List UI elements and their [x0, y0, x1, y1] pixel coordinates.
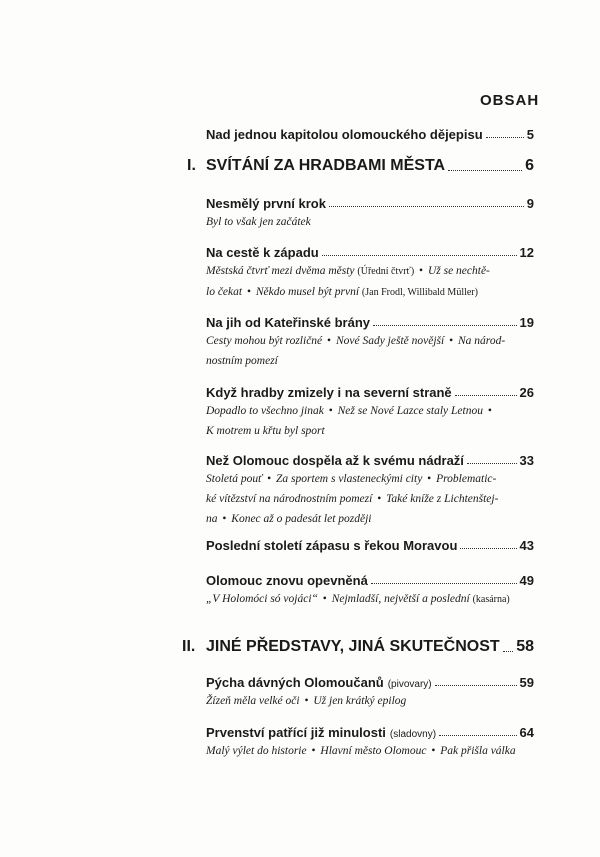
toc-chapter[interactable]: [206, 538, 534, 553]
chapter-title: Na cestě k západu: [206, 245, 319, 260]
page-number: 12: [519, 245, 534, 260]
chapter-subtitles: [206, 589, 534, 610]
subtitle: lo čekat: [206, 286, 243, 298]
chapter-title: Poslední století zápasu s řekou Moravou: [206, 538, 458, 553]
part-numeral: II.: [182, 638, 196, 655]
chapter-subtitles: [206, 212, 534, 232]
subtitle: Než se Nové Lazce staly Letnou: [337, 405, 483, 417]
page-number: 49: [519, 573, 534, 588]
bullet-separator: •: [267, 473, 272, 485]
bullet-separator: •: [222, 513, 227, 525]
toc-heading: OBSAH: [480, 92, 540, 109]
subtitle: Městská čtvrť mezi dvěma městy: [206, 265, 355, 277]
part-title: JINÉ PŘEDSTAVY, JINÁ SKUTEČNOST: [206, 638, 500, 655]
toc-chapter[interactable]: [206, 245, 534, 303]
chapter-subtitles: [206, 741, 534, 761]
subtitle-note: (Jan Frodl, Willibald Müller): [361, 287, 478, 298]
leader-dots: [435, 684, 517, 686]
bullet-separator: •: [431, 745, 436, 757]
subtitle: ké vítězství na národnostním pomezí: [206, 493, 373, 505]
bullet-separator: •: [419, 265, 424, 277]
chapter-title-note: (pivovary): [387, 679, 432, 690]
bullet-separator: •: [311, 745, 316, 757]
subtitle: Malý výlet do historie: [206, 745, 307, 757]
page-number: 64: [519, 725, 534, 740]
chapter-title: Než Olomouc dospěla až k svému nádraží: [206, 453, 464, 468]
leader-dots: [486, 136, 524, 138]
subtitle-note: (Úřední čtvrť): [357, 266, 415, 277]
subtitle: „V Holomóci só vojáci“: [206, 593, 318, 605]
subtitle: Hlavní město Olomouc: [320, 745, 427, 757]
toc-chapter[interactable]: [206, 385, 534, 441]
subtitle: Už se nechtě-: [427, 265, 490, 277]
subtitle: Už jen krátký epilog: [313, 695, 407, 707]
page-number: 6: [525, 157, 534, 174]
page-number: 9: [526, 196, 534, 211]
chapter-subtitles: [206, 691, 534, 711]
leader-dots: [467, 462, 517, 464]
page-number: 59: [519, 675, 534, 690]
entry-title: Nad jednou kapitolou olomouckého dějepisu: [206, 127, 483, 142]
subtitle: Žízeň měla velké oči: [206, 695, 300, 707]
subtitle: K motrem u křtu byl sport: [206, 425, 325, 437]
toc-entry-intro[interactable]: [206, 127, 534, 142]
leader-dots: [322, 254, 517, 256]
chapter-subtitles: [206, 469, 534, 529]
subtitle: Nové Sady ještě novější: [335, 335, 445, 347]
bullet-separator: •: [322, 593, 327, 605]
subtitle: Konec až o padesát let později: [231, 513, 372, 525]
subtitle: Někdo musel být první: [255, 286, 360, 298]
bullet-separator: •: [487, 405, 492, 417]
chapter-title: Nesmělý první krok: [206, 196, 326, 211]
chapter-title: Pýcha dávných Olomoučanů: [206, 675, 384, 690]
toc-chapter[interactable]: [206, 675, 534, 711]
toc-part-2[interactable]: [206, 638, 534, 656]
bullet-separator: •: [304, 695, 309, 707]
bullet-separator: •: [427, 473, 432, 485]
page-number: 5: [526, 127, 534, 142]
chapter-title: Prvenství patřící již minulosti: [206, 725, 386, 740]
page-number: 43: [519, 538, 534, 553]
subtitle: Cesty mohou být rozličné: [206, 335, 323, 347]
subtitle: Za sportem s vlasteneckými city: [276, 473, 423, 485]
leader-dots: [448, 169, 522, 171]
leader-dots: [455, 394, 517, 396]
subtitle: Stoletá pouť: [206, 473, 263, 485]
part-numeral: I.: [187, 157, 196, 174]
toc-chapter[interactable]: [206, 196, 534, 232]
subtitle: na: [206, 513, 218, 525]
chapter-subtitles: [206, 401, 534, 441]
leader-dots: [329, 205, 524, 207]
leader-dots: [503, 650, 514, 652]
bullet-separator: •: [328, 405, 333, 417]
toc-chapter[interactable]: [206, 453, 534, 529]
bullet-separator: •: [449, 335, 454, 347]
subtitle: Nejmladší, největší a poslední: [331, 593, 470, 605]
toc-part-1[interactable]: [206, 157, 534, 175]
subtitle: Také kníže z Lichtenštej-: [386, 493, 499, 505]
leader-dots: [373, 324, 517, 326]
subtitle: nostním pomezí: [206, 355, 278, 367]
subtitle: Na národ-: [457, 335, 506, 347]
page-number: 58: [516, 638, 534, 655]
page-number: 19: [519, 315, 534, 330]
page-number: 33: [519, 453, 534, 468]
toc-chapter[interactable]: [206, 315, 534, 371]
toc-chapter[interactable]: [206, 573, 534, 610]
chapter-title: Když hradby zmizely i na severní straně: [206, 385, 452, 400]
chapter-title: Olomouc znovu opevněná: [206, 573, 368, 588]
subtitle: Pak přišla válka: [440, 745, 516, 757]
subtitle: Problematic-: [436, 473, 497, 485]
chapter-title: Na jih od Kateřinské brány: [206, 315, 370, 330]
leader-dots: [439, 734, 517, 736]
subtitle: Byl to však jen začátek: [206, 216, 311, 228]
bullet-separator: •: [327, 335, 332, 347]
bullet-separator: •: [377, 493, 382, 505]
part-title: SVÍTÁNÍ ZA HRADBAMI MĚSTA: [206, 157, 446, 174]
chapter-title-note: (sladovny): [389, 729, 437, 740]
leader-dots: [371, 582, 517, 584]
page-number: 26: [519, 385, 534, 400]
chapter-subtitles: [206, 331, 534, 371]
subtitle: Dopadlo to všechno jinak: [206, 405, 324, 417]
subtitle-note: (kasárna): [472, 594, 510, 605]
leader-dots: [460, 547, 516, 549]
bullet-separator: •: [246, 286, 251, 298]
chapter-subtitles: [206, 261, 534, 303]
toc-chapter[interactable]: [206, 725, 534, 761]
